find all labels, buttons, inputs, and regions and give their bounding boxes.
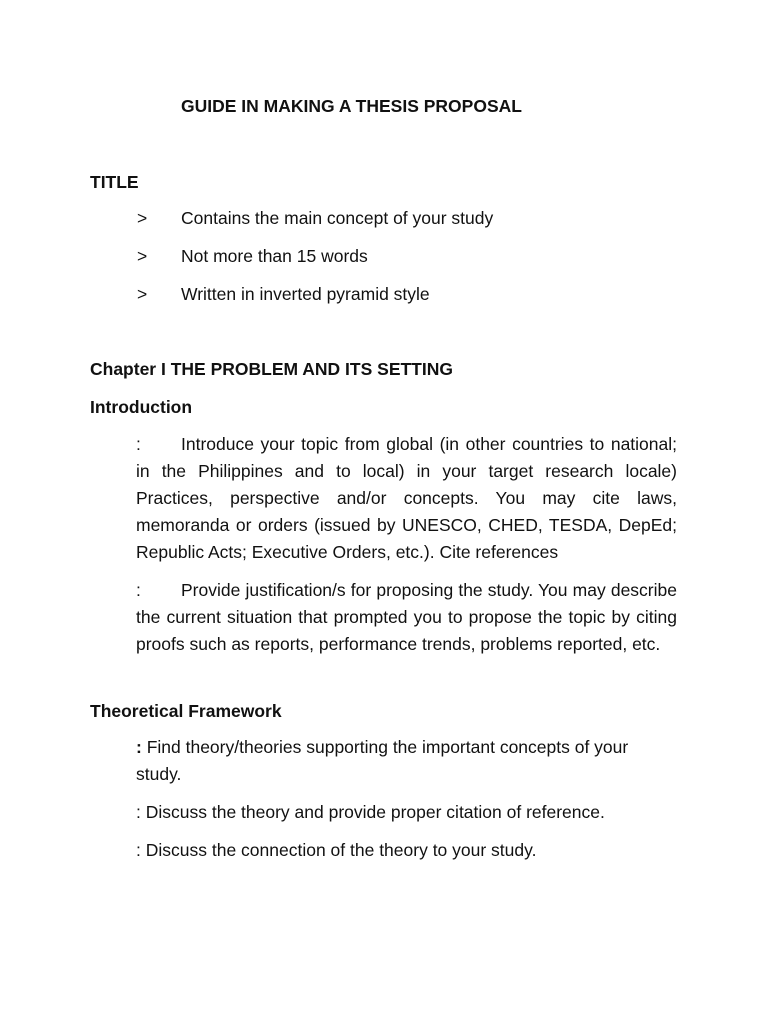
bullet-marker: > [137, 246, 148, 266]
introduction-paragraph [136, 431, 677, 566]
introduction-paragraph [136, 577, 677, 658]
item-text: Find theory/theories supporting the important concepts of your study. [136, 737, 629, 784]
title-bullet [137, 243, 368, 270]
paragraph-text: Provide justification/s for proposing the study. You may describe the current situation that prompted you to propose the topic by citing proofs such as reports, performance trends, problems reported, etc. [136, 580, 677, 654]
bullet-marker: > [137, 284, 148, 304]
paragraph-text: Introduce your topic from global (in other countries to national; in the Philippines and to local) in your target research locale) Practices, perspective and/or concepts. You may cite laws, memoranda or orders (issued by UNESCO, CHED, TESDA, DepEd; Republic Acts; Executive Orders, etc.). Cite references [136, 434, 677, 562]
paragraph-marker: : [136, 580, 141, 600]
bullet-text: Contains the main concept of your study [181, 208, 494, 228]
bullet-text: Not more than 15 words [181, 246, 368, 266]
introduction-heading: Introduction [90, 397, 193, 417]
theoretical-framework-heading: Theoretical Framework [90, 701, 282, 721]
document-title: GUIDE IN MAKING A THESIS PROPOSAL [181, 96, 522, 116]
item-marker: : [136, 737, 142, 757]
paragraph-marker: : [136, 434, 141, 454]
framework-item: : Discuss the connection of the theory to your study. [136, 840, 537, 860]
bullet-marker: > [137, 208, 148, 228]
framework-item: : Discuss the theory and provide proper citation of reference. [136, 802, 605, 822]
framework-item [136, 734, 677, 788]
title-bullet [137, 205, 493, 232]
bullet-text: Written in inverted pyramid style [181, 284, 430, 304]
title-bullet [137, 281, 430, 308]
chapter-heading: Chapter I THE PROBLEM AND ITS SETTING [90, 359, 453, 379]
title-section-heading: TITLE [90, 172, 139, 192]
